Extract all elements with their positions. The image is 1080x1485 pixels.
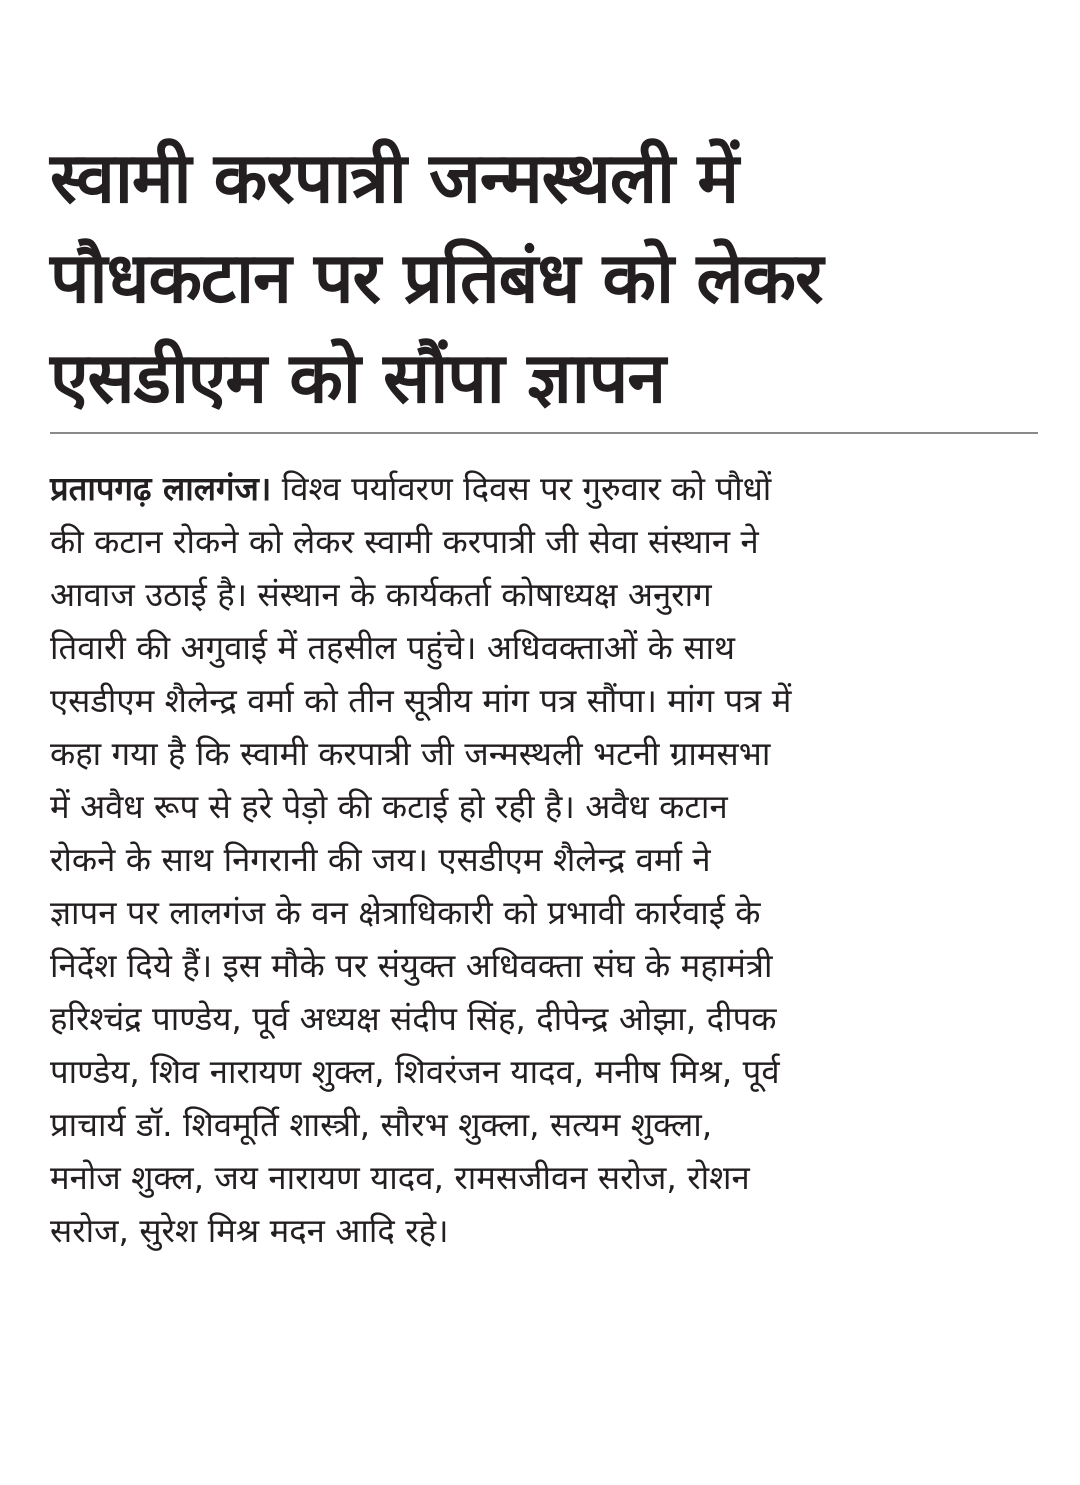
headline-line-2: पौधकटान पर प्रतिबंध को लेकर	[50, 237, 823, 319]
dateline: प्रतापगढ़ लालगंज।	[50, 469, 272, 508]
body-line-7: में अवैध रूप से हरे पेड़ो की कटाई हो रही है। अवैध कटान	[50, 787, 728, 826]
body-line-5: एसडीएम शैलेन्द्र वर्मा को तीन सूत्रीय मांग पत्र सौंपा। मांग पत्र में	[50, 681, 792, 720]
body-line-10: निर्देश दिये हैं। इस मौके पर संयुक्त अधिवक्ता संघ के महामंत्री	[50, 946, 773, 985]
body-line-1	[50, 462, 1035, 515]
body-line-6: कहा गया है कि स्वामी करपात्री जी जन्मस्थली भटनी ग्रामसभा	[50, 734, 771, 773]
headline-line-3: एसडीएम को सौंपा ज्ञापन	[50, 337, 666, 419]
body-line-8: रोकने के साथ निगरानी की जय। एसडीएम शैलेन्द्र वर्मा ने	[50, 840, 711, 879]
body-line-11: हरिश्चंद्र पाण्डेय, पूर्व अध्यक्ष संदीप सिंह, दीपेन्द्र ओझा, दीपक	[50, 999, 777, 1038]
body-line-12: पाण्डेय, शिव नारायण शुक्ल, शिवरंजन यादव, मनीष मिश्र, पूर्व	[50, 1052, 780, 1091]
body-line-13: प्राचार्य डॉ. शिवमूर्ति शास्त्री, सौरभ शुक्ला, सत्यम शुक्ला,	[50, 1105, 713, 1144]
headline	[50, 128, 1040, 428]
headline-line-1: स्वामी करपात्री जन्मस्थली में	[50, 137, 739, 219]
headline-divider	[50, 432, 1038, 434]
body-line-2: की कटान रोकने को लेकर स्वामी करपात्री जी सेवा संस्थान ने	[50, 522, 759, 561]
body-line-3: आवाज उठाई है। संस्थान के कार्यकर्ता कोषाध्यक्ष अनुराग	[50, 575, 712, 614]
article-body	[50, 462, 1040, 1257]
body-line-4: तिवारी की अगुवाई में तहसील पहुंचे। अधिवक्ताओं के साथ	[50, 628, 736, 667]
body-line-1-text: विश्व पर्यावरण दिवस पर गुरुवार को पौधों	[271, 469, 772, 508]
body-line-9: ज्ञापन पर लालगंज के वन क्षेत्राधिकारी को प्रभावी कार्रवाई के	[50, 893, 761, 932]
body-line-15: सरोज, सुरेश मिश्र मदन आदि रहे।	[50, 1211, 449, 1250]
body-line-14: मनोज शुक्ल, जय नारायण यादव, रामसजीवन सरोज, रोशन	[50, 1158, 750, 1197]
